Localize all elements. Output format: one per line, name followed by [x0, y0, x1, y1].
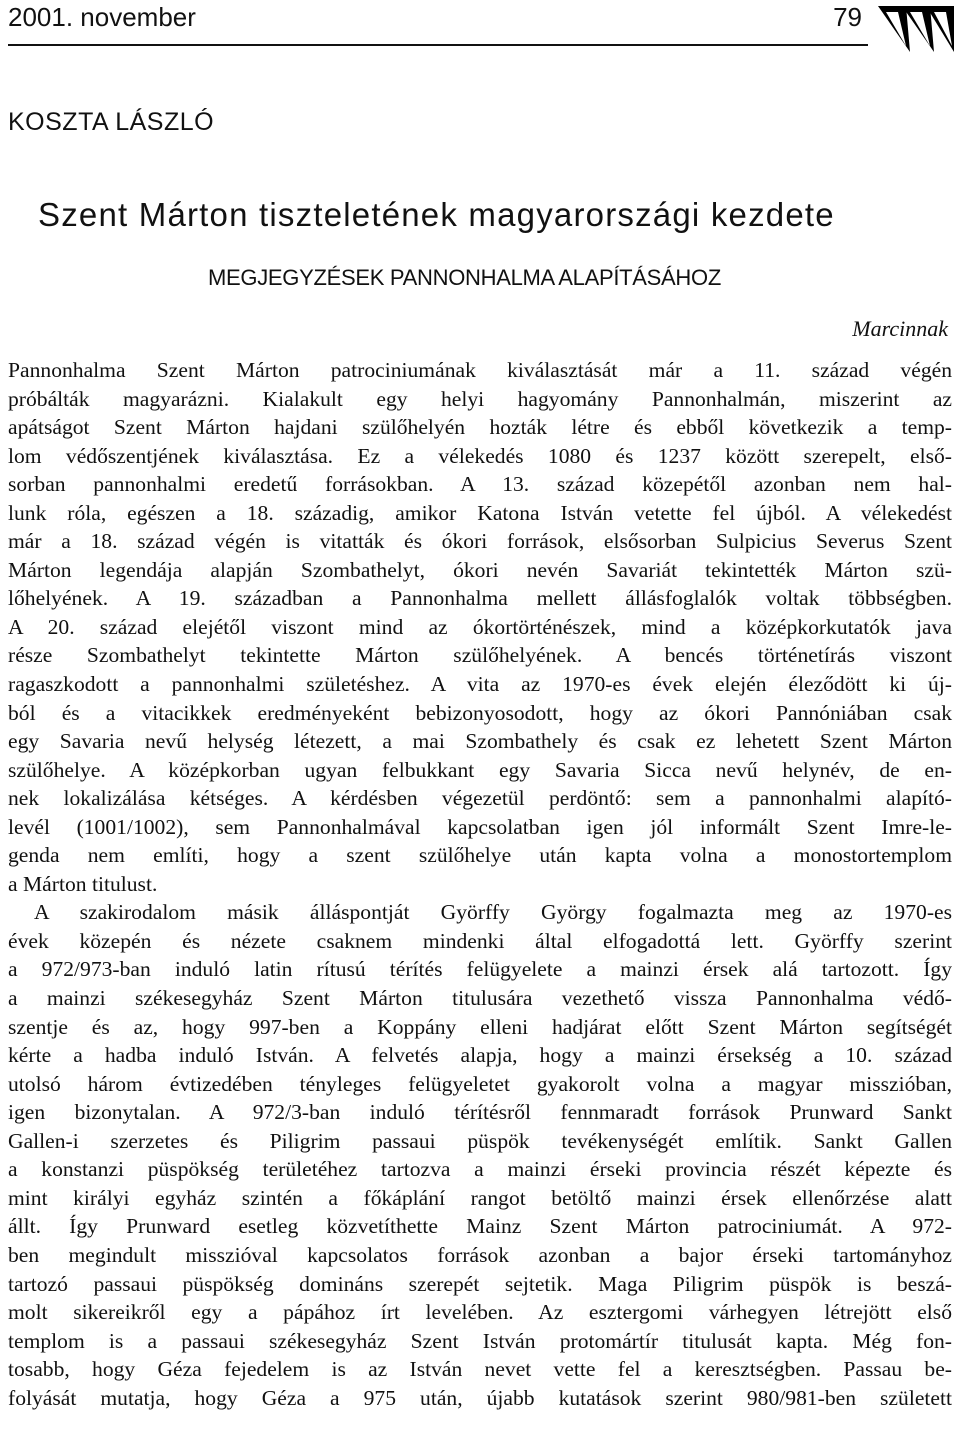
text-line: folyását mutatja, hogy Géza a 975 után, újabb kutatások szerint 980/981-ben született — [8, 1385, 952, 1410]
article-subtitle: MEGJEGYZÉSEK PANNONHALMA ALAPÍTÁSÁHOZ — [208, 265, 721, 290]
text-line: Márton legendája alapján Szombathelyt, ókori nevén Savariát tekintették Márton szü- — [8, 557, 952, 582]
text-line: A 20. század elejétől viszont mind az ókortörténészek, mind a középkorkutatók java — [8, 614, 952, 639]
text-line: ben megindult misszióval kapcsolatos források azonban a bajor érseki tartományhoz — [8, 1242, 952, 1267]
text-line: templom is a passaui székesegyház Szent István protomártír titulusát kapta. Még fon- — [8, 1328, 952, 1353]
article-title: Szent Márton tiszteletének magyarországi kezdete — [38, 196, 835, 233]
text-line: genda nem említi, hogy a szent szülőhelye után kapta volna a monostortemplom — [8, 843, 952, 868]
text-line: a Márton titulust. — [8, 871, 158, 896]
text-line: állt. Így Prunward esetleg közvetíthette Mainz Szent Márton patrociniumát. A 972- — [8, 1214, 952, 1239]
text-line: a konstanzi püspökség területéhez tartozva a mainzi érseki provincia részét képezte és — [8, 1157, 952, 1182]
issue-date: 2001. november — [8, 2, 196, 32]
text-line: a mainzi székesegyház Szent Márton titulusára vezethető vissza Pannonhalma védő- — [8, 986, 952, 1011]
text-line: egy Savaria nevű helység létezett, a mai Szombathely és csak ez lehetett Szent Márton — [8, 729, 952, 754]
text-line: nek lokalizálása kétséges. A kérdésben végezetül perdöntő: sem a pannonhalmi alapító- — [8, 786, 952, 811]
text-line: levél (1001/1002), sem Pannonhalmával kapcsolatban igen jól informált Szent Imre-le- — [8, 814, 952, 839]
text-line: már a 18. század végén is vitatták és ókori források, elsősorban Sulpicius Severus Szent — [8, 529, 952, 554]
text-line: Pannonhalma Szent Márton patrociniumának kiválasztását már a 11. század végén — [8, 358, 952, 382]
page-number: 79 — [833, 2, 862, 32]
text-line: tosabb, hogy Géza fejedelem is az István nevet vette fel a keresztségben. Passau be- — [8, 1357, 952, 1382]
text-line: próbálták magyarázni. Kialakult egy helyi hagyomány Pannonhalmán, miszerint az — [8, 386, 952, 411]
author-name: KOSZTA LÁSZLÓ — [8, 108, 215, 136]
text-line: A szakirodalom másik álláspontját Györffy György fogalmazta meg az 1970-es — [34, 900, 952, 925]
text-line: a 972/973-ban induló latin rítusú térítés felügyelete a mainzi érsek alá tartozott. Így — [8, 957, 952, 982]
text-line: szülőhelye. A középkorban ugyan felbukkant egy Savaria Sicca nevű helynév, de en- — [8, 757, 952, 782]
text-line: része Szombathelyt tekintette Márton szülőhelyének. A bencés történetírás viszont — [8, 643, 952, 668]
article-body — [8, 356, 952, 1412]
text-line: mint királyi egyház szintén a főkáplání rangot betöltő mainzi érsek ellenőrzése alatt — [8, 1185, 952, 1210]
text-line: sorban pannonhalmi eredetű forrásokban. A 13. század közepétől azonban nem hal- — [8, 472, 952, 497]
text-line: szentje és az, hogy 997-ben a Koppány elleni hadjárat előtt Szent Márton segítségét — [8, 1014, 952, 1039]
text-line: apátságot Szent Márton hajdani szülőhelyén hozták létre és ebből következik a temp- — [8, 415, 952, 440]
text-line: évek közepén és nézete csaknem mindenki által elfogadottá lett. Györffy szerint — [8, 928, 952, 953]
text-line: utolsó három évtizedében tényleges felügyeletet gyakorolt volna a magyar misszióban, — [8, 1071, 952, 1096]
text-line: ragaszkodott a pannonhalmi születéshez. A vita az 1970-es évek elején éleződött ki új- — [8, 672, 952, 697]
text-line: igen bizonytalan. A 972/3-ban induló térítésről fennmaradt források Prunward Sankt — [8, 1100, 952, 1125]
text-line: Gallen-i szerzetes és Piligrim passaui püspök tevékenységét említik. Sankt Gallen — [8, 1128, 952, 1153]
text-line: molt sikereikről egy a pápához írt levelében. Az esztergomi várhegyen létrejött első — [8, 1300, 952, 1325]
text-line: tartozó passaui püspökség domináns szerepét sejtetik. Maga Piligrim püspök is beszá- — [8, 1271, 952, 1296]
text-line: lőhelyének. A 19. században a Pannonhalma mellett állásfoglalók voltak többségben. — [8, 586, 952, 611]
journal-corner-logo — [876, 4, 956, 54]
dedication: Marcinnak — [852, 316, 948, 341]
text-line: lunk róla, egészen a 18. századig, amikor Katona István vetette fel újból. A vélekedést — [8, 500, 952, 525]
text-line: kérte a hadba induló István. A felvetés alapja, hogy a mainzi érsekség a 10. század — [8, 1043, 952, 1068]
text-line: ból és a vitacikkek eredményeként bebizonyosodott, hogy az ókori Pannóniában csak — [8, 700, 952, 725]
running-header — [8, 0, 868, 46]
text-line: lom védőszentjének kiválasztása. Ez a vélekedés 1080 és 1237 között szerepelt, első- — [8, 443, 952, 468]
